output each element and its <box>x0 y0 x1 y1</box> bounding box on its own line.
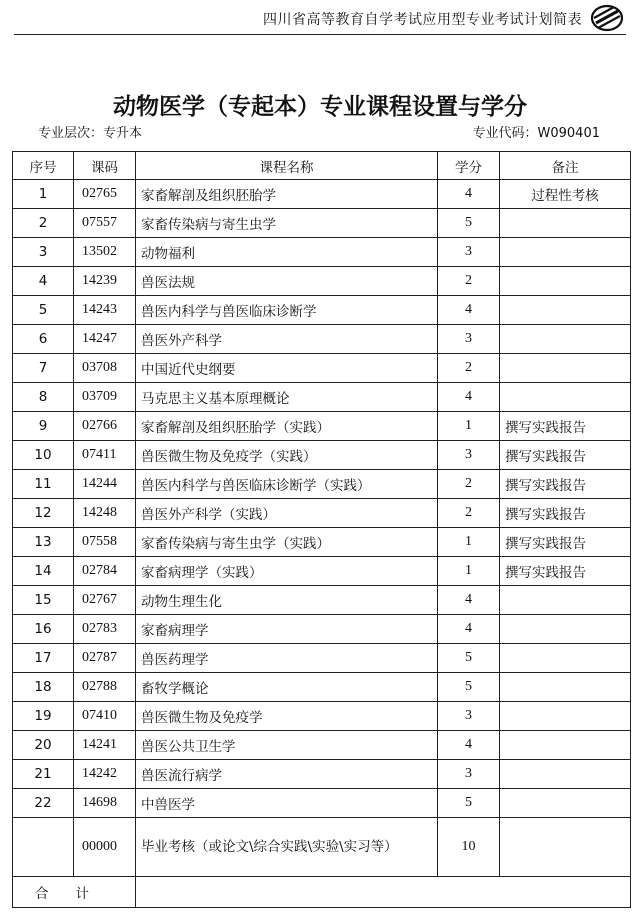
cell-name: 兽医内科学与兽医临床诊断学（实践） <box>136 470 438 499</box>
cell-note: 撰写实践报告 <box>500 441 631 470</box>
cell-name: 中国近代史纲要 <box>136 354 438 383</box>
table-row <box>13 499 631 528</box>
cell-note <box>500 354 631 383</box>
cell-credit: 3 <box>438 238 500 267</box>
table-row <box>13 789 631 818</box>
cell-name: 家畜病理学 <box>136 615 438 644</box>
cell-credit: 3 <box>438 702 500 731</box>
cell-note <box>500 818 631 877</box>
cell-name: 兽医微生物及免疫学 <box>136 702 438 731</box>
cell-credit: 4 <box>438 615 500 644</box>
cell-note <box>500 383 631 412</box>
cell-no: 7 <box>13 354 74 383</box>
cell-no: 3 <box>13 238 74 267</box>
cell-no: 13 <box>13 528 74 557</box>
cell-no: 16 <box>13 615 74 644</box>
cell-no: 19 <box>13 702 74 731</box>
cell-no: 18 <box>13 673 74 702</box>
col-header-no: 序号 <box>13 152 74 180</box>
cell-code: 02788 <box>74 673 136 702</box>
cell-name: 兽医微生物及免疫学（实践） <box>136 441 438 470</box>
cell-note <box>500 586 631 615</box>
cell-name: 家畜解剖及组织胚胎学（实践） <box>136 412 438 441</box>
cell-credit: 5 <box>438 644 500 673</box>
cell-code: 14243 <box>74 296 136 325</box>
table-header-row <box>13 152 631 180</box>
cell-name: 兽医法规 <box>136 267 438 296</box>
cell-name: 兽医外产科学（实践） <box>136 499 438 528</box>
col-header-note: 备注 <box>500 152 631 180</box>
cell-note <box>500 209 631 238</box>
table-row <box>13 731 631 760</box>
table-row <box>13 586 631 615</box>
cell-note <box>500 731 631 760</box>
course-table <box>12 151 631 908</box>
table-row <box>13 644 631 673</box>
cell-name: 兽医内科学与兽医临床诊断学 <box>136 296 438 325</box>
cell-credit: 3 <box>438 760 500 789</box>
cell-no: 20 <box>13 731 74 760</box>
header-divider <box>14 34 626 35</box>
cell-note: 撰写实践报告 <box>500 412 631 441</box>
cell-credit: 1 <box>438 557 500 586</box>
cell-note: 撰写实践报告 <box>500 528 631 557</box>
cell-credit: 2 <box>438 470 500 499</box>
col-header-code: 课码 <box>74 152 136 180</box>
table-row <box>13 412 631 441</box>
cell-code: 07557 <box>74 209 136 238</box>
table-row <box>13 615 631 644</box>
cell-code: 13502 <box>74 238 136 267</box>
table-row <box>13 760 631 789</box>
cell-code: 02784 <box>74 557 136 586</box>
cell-code: 14239 <box>74 267 136 296</box>
cell-name: 家畜解剖及组织胚胎学 <box>136 180 438 209</box>
cell-code: 07410 <box>74 702 136 731</box>
cell-credit: 2 <box>438 354 500 383</box>
table-body <box>13 180 631 908</box>
total-value <box>136 877 631 908</box>
cell-no: 1 <box>13 180 74 209</box>
cell-no: 11 <box>13 470 74 499</box>
cell-note <box>500 789 631 818</box>
cell-code: 02766 <box>74 412 136 441</box>
cell-code: 07558 <box>74 528 136 557</box>
major-level: 专业层次：专升本 <box>38 126 143 141</box>
cell-code: 03709 <box>74 383 136 412</box>
cell-code: 14247 <box>74 325 136 354</box>
cell-name: 兽医流行病学 <box>136 760 438 789</box>
cell-code: 07411 <box>74 441 136 470</box>
cell-name: 家畜传染病与寄生虫学（实践） <box>136 528 438 557</box>
cell-credit: 5 <box>438 673 500 702</box>
cell-note <box>500 238 631 267</box>
cell-no: 22 <box>13 789 74 818</box>
cell-name: 兽医外产科学 <box>136 325 438 354</box>
cell-no: 21 <box>13 760 74 789</box>
cell-note: 撰写实践报告 <box>500 557 631 586</box>
cell-code: 02787 <box>74 644 136 673</box>
cell-code: 02783 <box>74 615 136 644</box>
table-row <box>13 470 631 499</box>
cell-no: 12 <box>13 499 74 528</box>
header-bar <box>0 0 640 36</box>
cell-no <box>13 818 74 877</box>
table-row <box>13 702 631 731</box>
table-row <box>13 354 631 383</box>
cell-note: 撰写实践报告 <box>500 499 631 528</box>
graduation-exam-row <box>13 818 631 877</box>
cell-code: 02767 <box>74 586 136 615</box>
header-title: 四川省高等教育自学考试应用型专业考试计划简表 <box>263 12 582 28</box>
cell-code: 00000 <box>74 818 136 877</box>
table-row <box>13 180 631 209</box>
total-label: 合 计 <box>13 877 136 908</box>
cell-no: 9 <box>13 412 74 441</box>
cell-credit: 5 <box>438 209 500 238</box>
cell-note <box>500 673 631 702</box>
cell-credit: 4 <box>438 296 500 325</box>
cell-code: 14244 <box>74 470 136 499</box>
cell-name: 家畜病理学（实践） <box>136 557 438 586</box>
cell-no: 14 <box>13 557 74 586</box>
table-row <box>13 528 631 557</box>
page-title: 动物医学（专起本）专业课程设置与学分 <box>113 94 527 120</box>
cell-name: 马克思主义基本原理概论 <box>136 383 438 412</box>
cell-credit: 4 <box>438 383 500 412</box>
table-row <box>13 238 631 267</box>
cell-no: 15 <box>13 586 74 615</box>
cell-note <box>500 760 631 789</box>
table-row <box>13 383 631 412</box>
cell-note <box>500 296 631 325</box>
cell-credit: 3 <box>438 441 500 470</box>
cell-credit: 10 <box>438 818 500 877</box>
cell-note <box>500 644 631 673</box>
cell-note: 撰写实践报告 <box>500 470 631 499</box>
cell-credit: 4 <box>438 180 500 209</box>
cell-credit: 3 <box>438 325 500 354</box>
cell-no: 2 <box>13 209 74 238</box>
table-row <box>13 673 631 702</box>
cell-note <box>500 702 631 731</box>
table-row <box>13 325 631 354</box>
cell-no: 8 <box>13 383 74 412</box>
cell-name: 兽医药理学 <box>136 644 438 673</box>
exam-logo-icon <box>590 2 624 32</box>
cell-code: 14242 <box>74 760 136 789</box>
col-header-name: 课程名称 <box>136 152 438 180</box>
cell-credit: 1 <box>438 412 500 441</box>
cell-code: 14698 <box>74 789 136 818</box>
col-header-credit: 学分 <box>438 152 500 180</box>
cell-credit: 1 <box>438 528 500 557</box>
cell-credit: 4 <box>438 731 500 760</box>
table-row <box>13 267 631 296</box>
major-code: 专业代码：W090401 <box>472 126 600 141</box>
cell-name: 动物福利 <box>136 238 438 267</box>
cell-name: 兽医公共卫生学 <box>136 731 438 760</box>
cell-note <box>500 267 631 296</box>
cell-credit: 5 <box>438 789 500 818</box>
cell-credit: 4 <box>438 586 500 615</box>
table-row <box>13 441 631 470</box>
cell-no: 10 <box>13 441 74 470</box>
cell-name: 畜牧学概论 <box>136 673 438 702</box>
cell-code: 02765 <box>74 180 136 209</box>
cell-note <box>500 325 631 354</box>
cell-credit: 2 <box>438 499 500 528</box>
cell-name: 毕业考核（或论文\综合实践\实验\实习等） <box>136 818 438 877</box>
cell-note: 过程性考核 <box>500 180 631 209</box>
cell-name: 中兽医学 <box>136 789 438 818</box>
cell-code: 03708 <box>74 354 136 383</box>
cell-name: 家畜传染病与寄生虫学 <box>136 209 438 238</box>
total-row <box>13 877 631 908</box>
cell-code: 14241 <box>74 731 136 760</box>
cell-no: 6 <box>13 325 74 354</box>
cell-note <box>500 615 631 644</box>
table-row <box>13 209 631 238</box>
cell-code: 14248 <box>74 499 136 528</box>
cell-name: 动物生理生化 <box>136 586 438 615</box>
table-row <box>13 296 631 325</box>
cell-no: 17 <box>13 644 74 673</box>
cell-no: 4 <box>13 267 74 296</box>
cell-no: 5 <box>13 296 74 325</box>
table-row <box>13 557 631 586</box>
cell-credit: 2 <box>438 267 500 296</box>
